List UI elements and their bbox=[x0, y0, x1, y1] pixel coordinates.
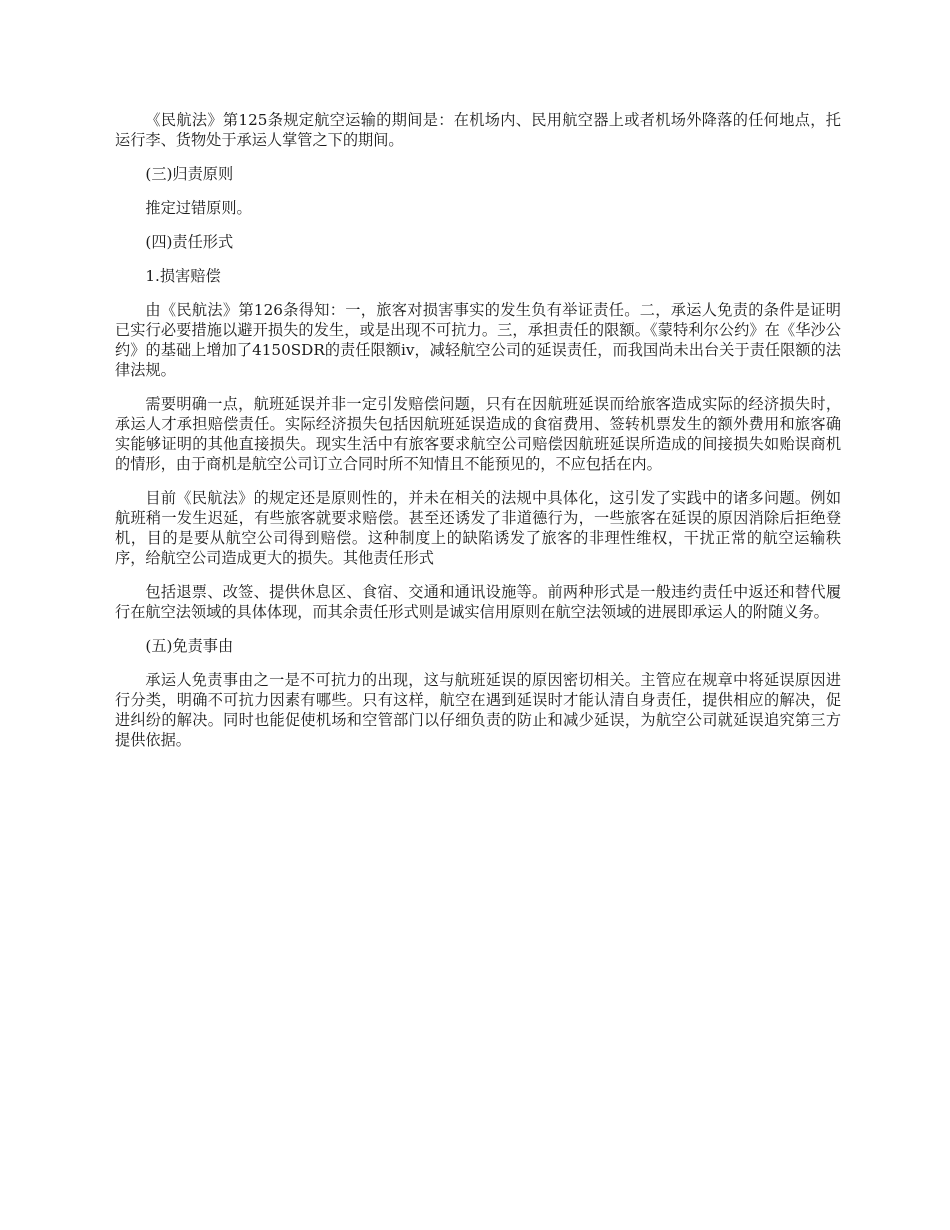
paragraph-current-regulation: 目前《民航法》的规定还是原则性的，并未在相关的法规中具体化，这引发了实践中的诸多问题。例如航班稍一发生迟延，有些旅客就要求赔偿。甚至还诱发了非道德行为，一些旅客在延误的原因消除后拒绝登机，目的是要从航空公司得到赔偿。这种制度上的缺陷诱发了旅客的非理性维权，干扰正常的航空运输秩序，给航空公司造成更大的损失。其他责任形式 bbox=[115, 489, 841, 567]
section-heading-liability-principle: (三)归责原则 bbox=[145, 165, 234, 183]
section-heading-exemptions: (五)免责事由 bbox=[145, 637, 234, 655]
paragraph-article-126: 由《民航法》第126条得知：一，旅客对损害事实的发生负有举证责任。二，承运人免责的条件是证明已实行必要措施以避开损失的发生，或是出现不可抗力。三，承担责任的限额。《蒙特利尔公约》在《华沙公约》的基础上增加了4150SDR的责任限额iv，减轻航空公司的延误责任，而我国尚未出台关于责任限额的法律法规。 bbox=[115, 301, 841, 379]
subsection-heading-damages: 1.损害赔偿 bbox=[145, 267, 221, 285]
paragraph-presumed-fault: 推定过错原则。 bbox=[145, 199, 252, 217]
paragraph-force-majeure: 承运人免责事由之一是不可抗力的出现，这与航班延误的原因密切相关。主管应在规章中将延误原因进行分类，明确不可抗力因素有哪些。只有这样，航空在遇到延误时才能认清自身责任，提供相应的解决，促进纠纷的解决。同时也能促使机场和空管部门以仔细负责的防止和减少延误，为航空公司就延误追究第三方提供依据。 bbox=[115, 671, 841, 749]
paragraph-flight-period: 《民航法》第125条规定航空运输的期间是：在机场内、民用航空器上或者机场外降落的任何地点，托运行李、货物处于承运人掌管之下的期间。 bbox=[115, 111, 841, 149]
section-heading-liability-forms: (四)责任形式 bbox=[145, 233, 234, 251]
paragraph-other-forms: 包括退票、改签、提供休息区、食宿、交通和通讯设施等。前两种形式是一般违约责任中返还和替代履行在航空法领域的具体体现，而其余责任形式则是诚实信用原则在航空法领域的进展即承运人的附随义务。 bbox=[115, 583, 841, 621]
document-body bbox=[115, 110, 841, 764]
paragraph-economic-loss: 需要明确一点，航班延误并非一定引发赔偿问题，只有在因航班延误而给旅客造成实际的经济损失时，承运人才承担赔偿责任。实际经济损失包括因航班延误造成的食宿费用、签转机票发生的额外费用和旅客确实能够证明的其他直接损失。现实生活中有旅客要求航空公司赔偿因航班延误所造成的间接损失如贻误商机的情形，由于商机是航空公司订立合同时所不知情且不能预见的，不应包括在内。 bbox=[115, 395, 841, 473]
